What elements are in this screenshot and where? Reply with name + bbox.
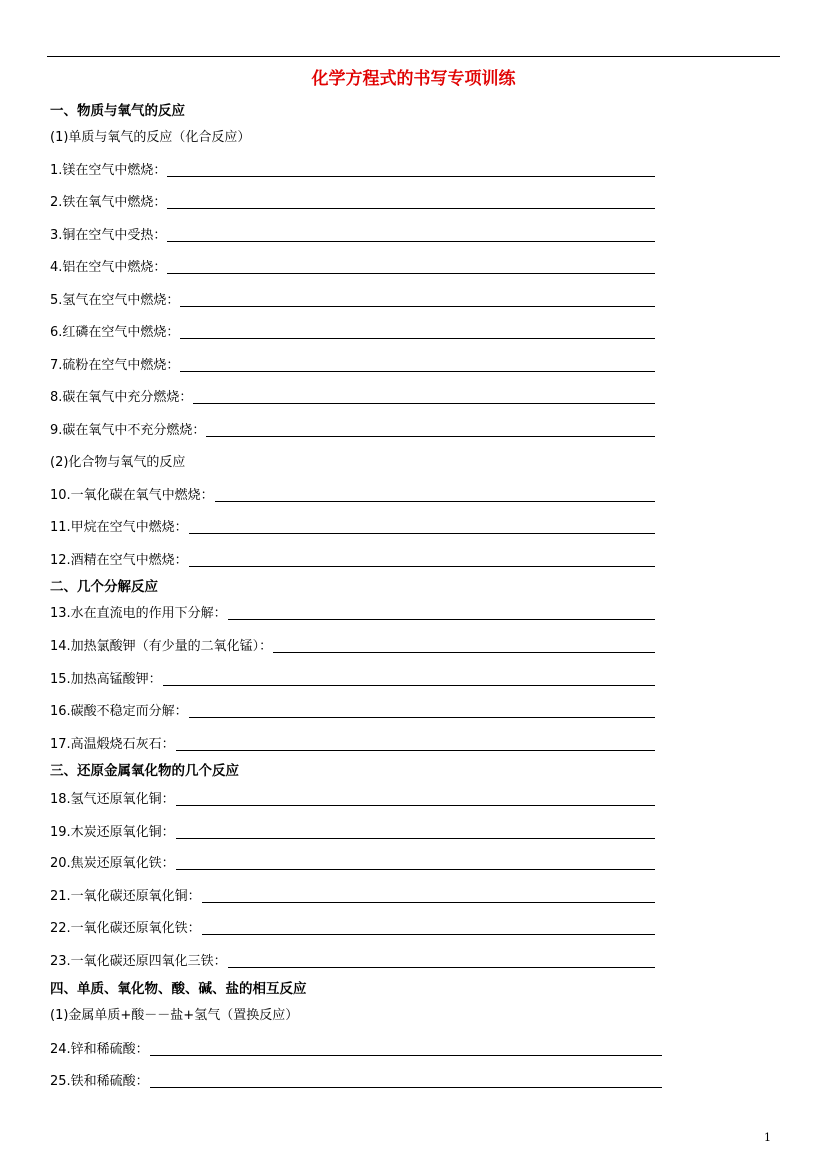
answer-blank[interactable] [176, 838, 655, 839]
answer-blank[interactable] [180, 338, 655, 339]
answer-blank[interactable] [180, 306, 655, 307]
subsection-heading: (1)单质与氧气的反应（化合反应） [50, 130, 251, 145]
section-heading: 二、几个分解反应 [50, 579, 158, 595]
exercise-label: 2.铁在氧气中燃烧： [50, 195, 167, 210]
answer-blank[interactable] [176, 805, 655, 806]
header-rule [47, 56, 780, 57]
answer-blank[interactable] [176, 869, 655, 870]
answer-blank[interactable] [202, 934, 655, 935]
answer-blank[interactable] [189, 533, 655, 534]
exercise-label: 13.水在直流电的作用下分解： [50, 606, 227, 621]
exercise-label: 21.一氧化碳还原氧化铜： [50, 889, 201, 904]
section-heading: 一、物质与氧气的反应 [50, 103, 185, 119]
exercise-label: 1.镁在空气中燃烧： [50, 163, 167, 178]
exercise-label: 10.一氧化碳在氧气中燃烧： [50, 488, 214, 503]
exercise-label: 17.高温煅烧石灰石： [50, 737, 175, 752]
exercise-label: 4.铝在空气中燃烧： [50, 260, 167, 275]
answer-blank[interactable] [193, 403, 655, 404]
answer-blank[interactable] [189, 566, 655, 567]
subsection-heading: (1)金属单质+酸－－盐+氢气（置换反应） [50, 1008, 299, 1023]
exercise-label: 14.加热氯酸钾（有少量的二氧化锰）： [50, 639, 273, 654]
exercise-label: 3.铜在空气中受热： [50, 228, 167, 243]
exercise-label: 8.碳在氧气中充分燃烧： [50, 390, 193, 405]
page-number: 1 [764, 1131, 771, 1144]
answer-blank[interactable] [167, 208, 655, 209]
answer-blank[interactable] [150, 1055, 662, 1056]
exercise-label: 24.锌和稀硫酸： [50, 1042, 149, 1057]
exercise-label: 16.碳酸不稳定而分解： [50, 704, 188, 719]
answer-blank[interactable] [163, 685, 655, 686]
exercise-label: 25.铁和稀硫酸： [50, 1074, 149, 1089]
answer-blank[interactable] [202, 902, 655, 903]
answer-blank[interactable] [176, 750, 655, 751]
answer-blank[interactable] [189, 717, 655, 718]
exercise-label: 9.碳在氧气中不充分燃烧： [50, 423, 206, 438]
answer-blank[interactable] [180, 371, 655, 372]
answer-blank[interactable] [215, 501, 655, 502]
exercise-label: 15.加热高锰酸钾： [50, 672, 162, 687]
answer-blank[interactable] [228, 619, 655, 620]
exercise-label: 19.木炭还原氧化铜： [50, 825, 175, 840]
answer-blank[interactable] [167, 241, 655, 242]
answer-blank[interactable] [167, 176, 655, 177]
section-heading: 四、单质、氧化物、酸、碱、盐的相互反应 [50, 981, 307, 997]
answer-blank[interactable] [273, 652, 655, 653]
exercise-label: 7.硫粉在空气中燃烧： [50, 358, 180, 373]
exercise-label: 12.酒精在空气中燃烧： [50, 553, 188, 568]
answer-blank[interactable] [167, 273, 655, 274]
subsection-heading: (2)化合物与氧气的反应 [50, 455, 186, 470]
answer-blank[interactable] [206, 436, 655, 437]
exercise-label: 23.一氧化碳还原四氧化三铁： [50, 954, 227, 969]
page-title: 化学方程式的书写专项训练 [311, 69, 516, 89]
exercise-label: 5.氢气在空气中燃烧： [50, 293, 180, 308]
exercise-label: 6.红磷在空气中燃烧： [50, 325, 180, 340]
answer-blank[interactable] [150, 1087, 662, 1088]
exercise-label: 11.甲烷在空气中燃烧： [50, 520, 188, 535]
exercise-label: 20.焦炭还原氧化铁： [50, 856, 175, 871]
exercise-label: 18.氢气还原氧化铜： [50, 792, 175, 807]
section-heading: 三、还原金属氧化物的几个反应 [50, 763, 239, 779]
answer-blank[interactable] [228, 967, 655, 968]
exercise-label: 22.一氧化碳还原氧化铁： [50, 921, 201, 936]
